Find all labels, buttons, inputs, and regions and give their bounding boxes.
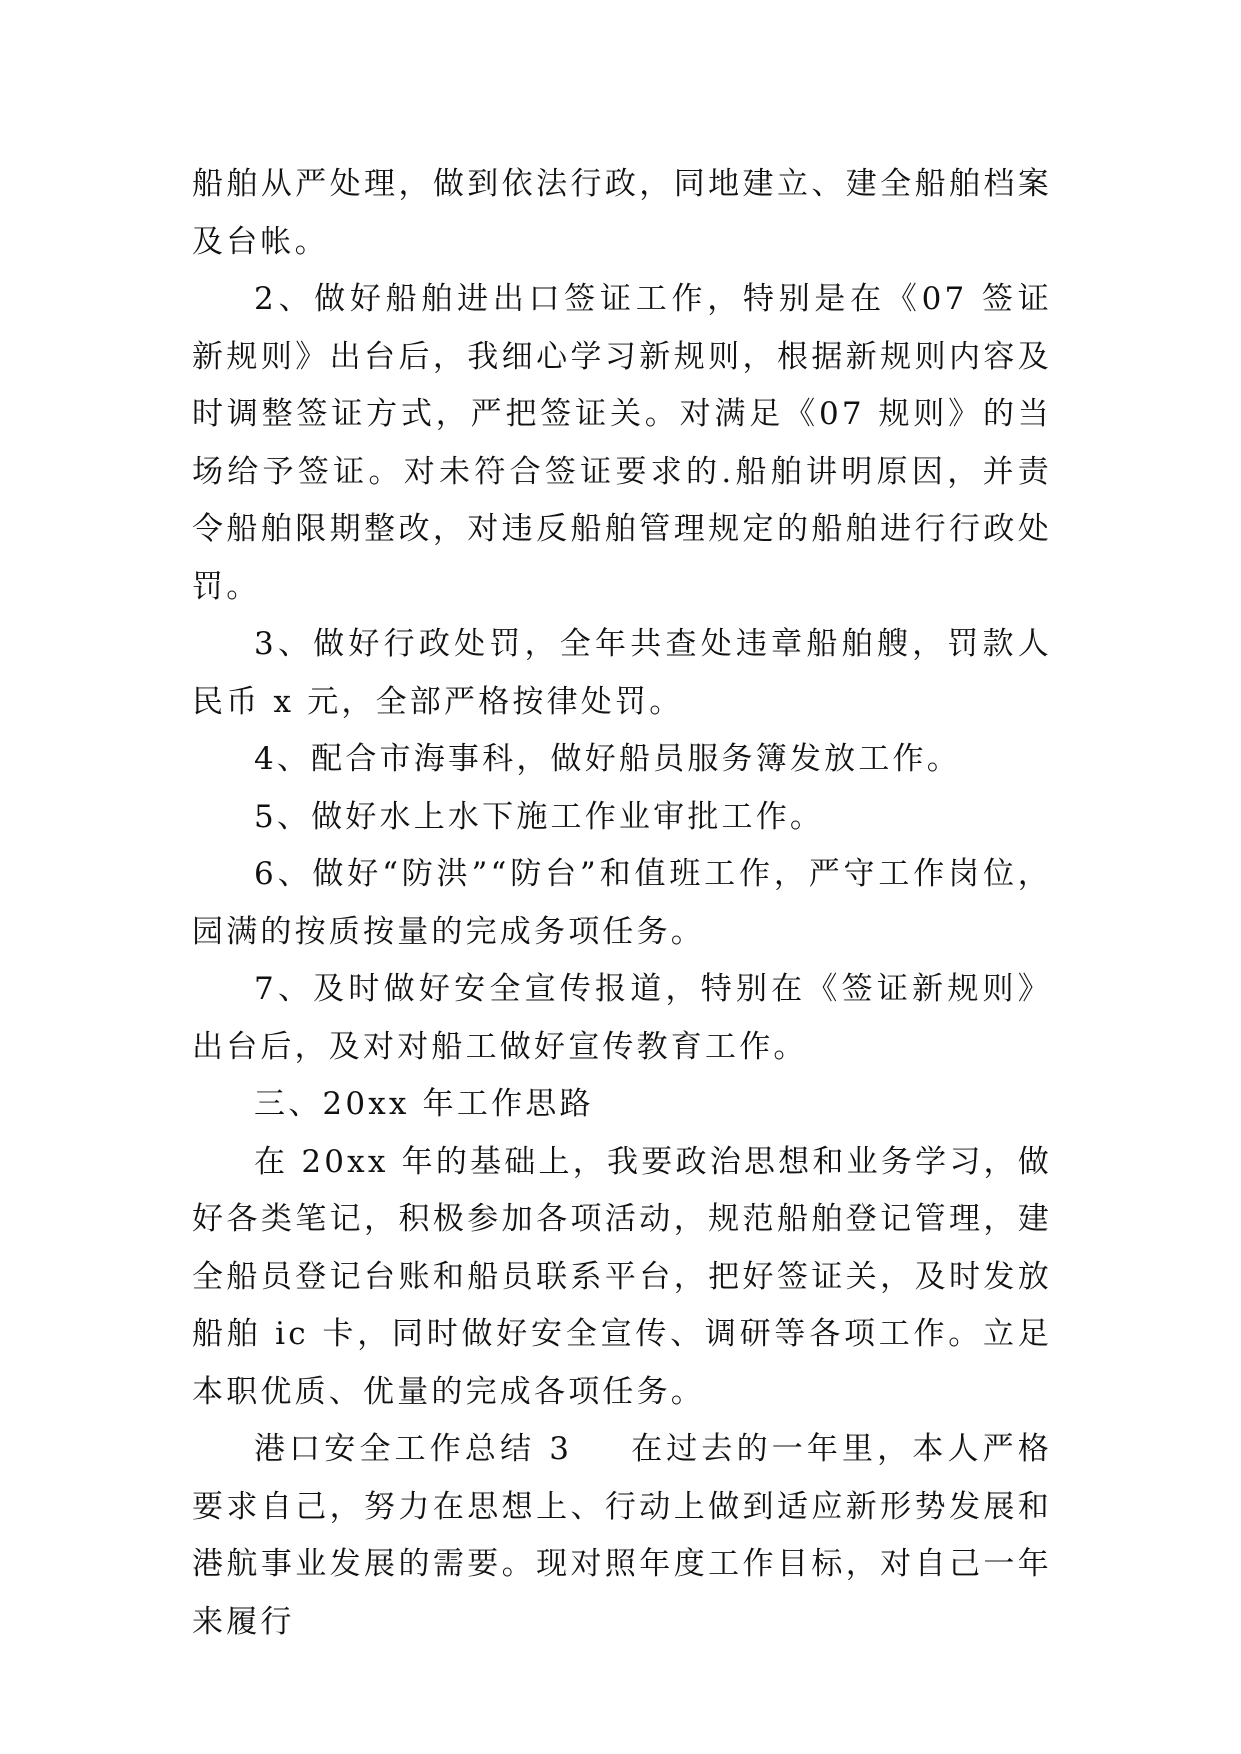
paragraph-item-5: 5、做好水上水下施工作业审批工作。 (254, 798, 825, 835)
section-heading: 三、20xx 年工作思路 (254, 1086, 594, 1122)
summary-3-text: 在过去的一年里，本人严格要求自己，努力在思想上、行动上做到适应新形势发展和港航事业发展的需要。现对照年度工作目标，对自己一年来履行 (192, 1431, 1052, 1640)
summary-3-heading: 港口安全工作总结 3 (254, 1431, 573, 1467)
paragraph-item-3: 3、做好行政处罚，全年共查处违章船舶艘，罚款人民币 x 元，全部严格按律处罚。 (192, 626, 1052, 720)
paragraph-summary-3 (192, 1421, 1052, 1651)
paragraph-item-2: 2、做好船舶进出口签证工作，特别是在《07 签证新规则》出台后，我细心学习新规则，根据新规则内容及时调整签证方式，严把签证关。对满足《07 规则》的当场给予签证。对未符合签证要求的.船舶讲明原因，并责令船舶限期整改，对违反船舶管理规定的船舶进行行政处罚。 (192, 281, 1052, 605)
paragraph-work-plan: 在 20xx 年的基础上，我要政治思想和业务学习，做好各类笔记，积极参加各项活动，规范船舶登记管理，建全船员登记台账和船员联系平台，把好签证关，及时发放船舶 ic 卡，同时做好安全宣传、调研等各项工作。立足本职优质、优量的完成各项任务。 (192, 1143, 1052, 1410)
paragraph-item-6: 6、做好“防洪”“防台”和值班工作，严守工作岗位，园满的按质按量的完成务项任务。 (192, 856, 1052, 950)
paragraph-item-7: 7、及时做好安全宣传报道，特别在《签证新规则》出台后，及对对船工做好宣传教育工作。 (192, 971, 1052, 1065)
paragraph-continuation: 船舶从严处理，做到依法行政，同地建立、建全船舶档案及台帐。 (192, 166, 1052, 260)
document-body (192, 156, 1052, 1651)
paragraph-item-4: 4、配合市海事科，做好船员服务簿发放工作。 (254, 741, 961, 777)
